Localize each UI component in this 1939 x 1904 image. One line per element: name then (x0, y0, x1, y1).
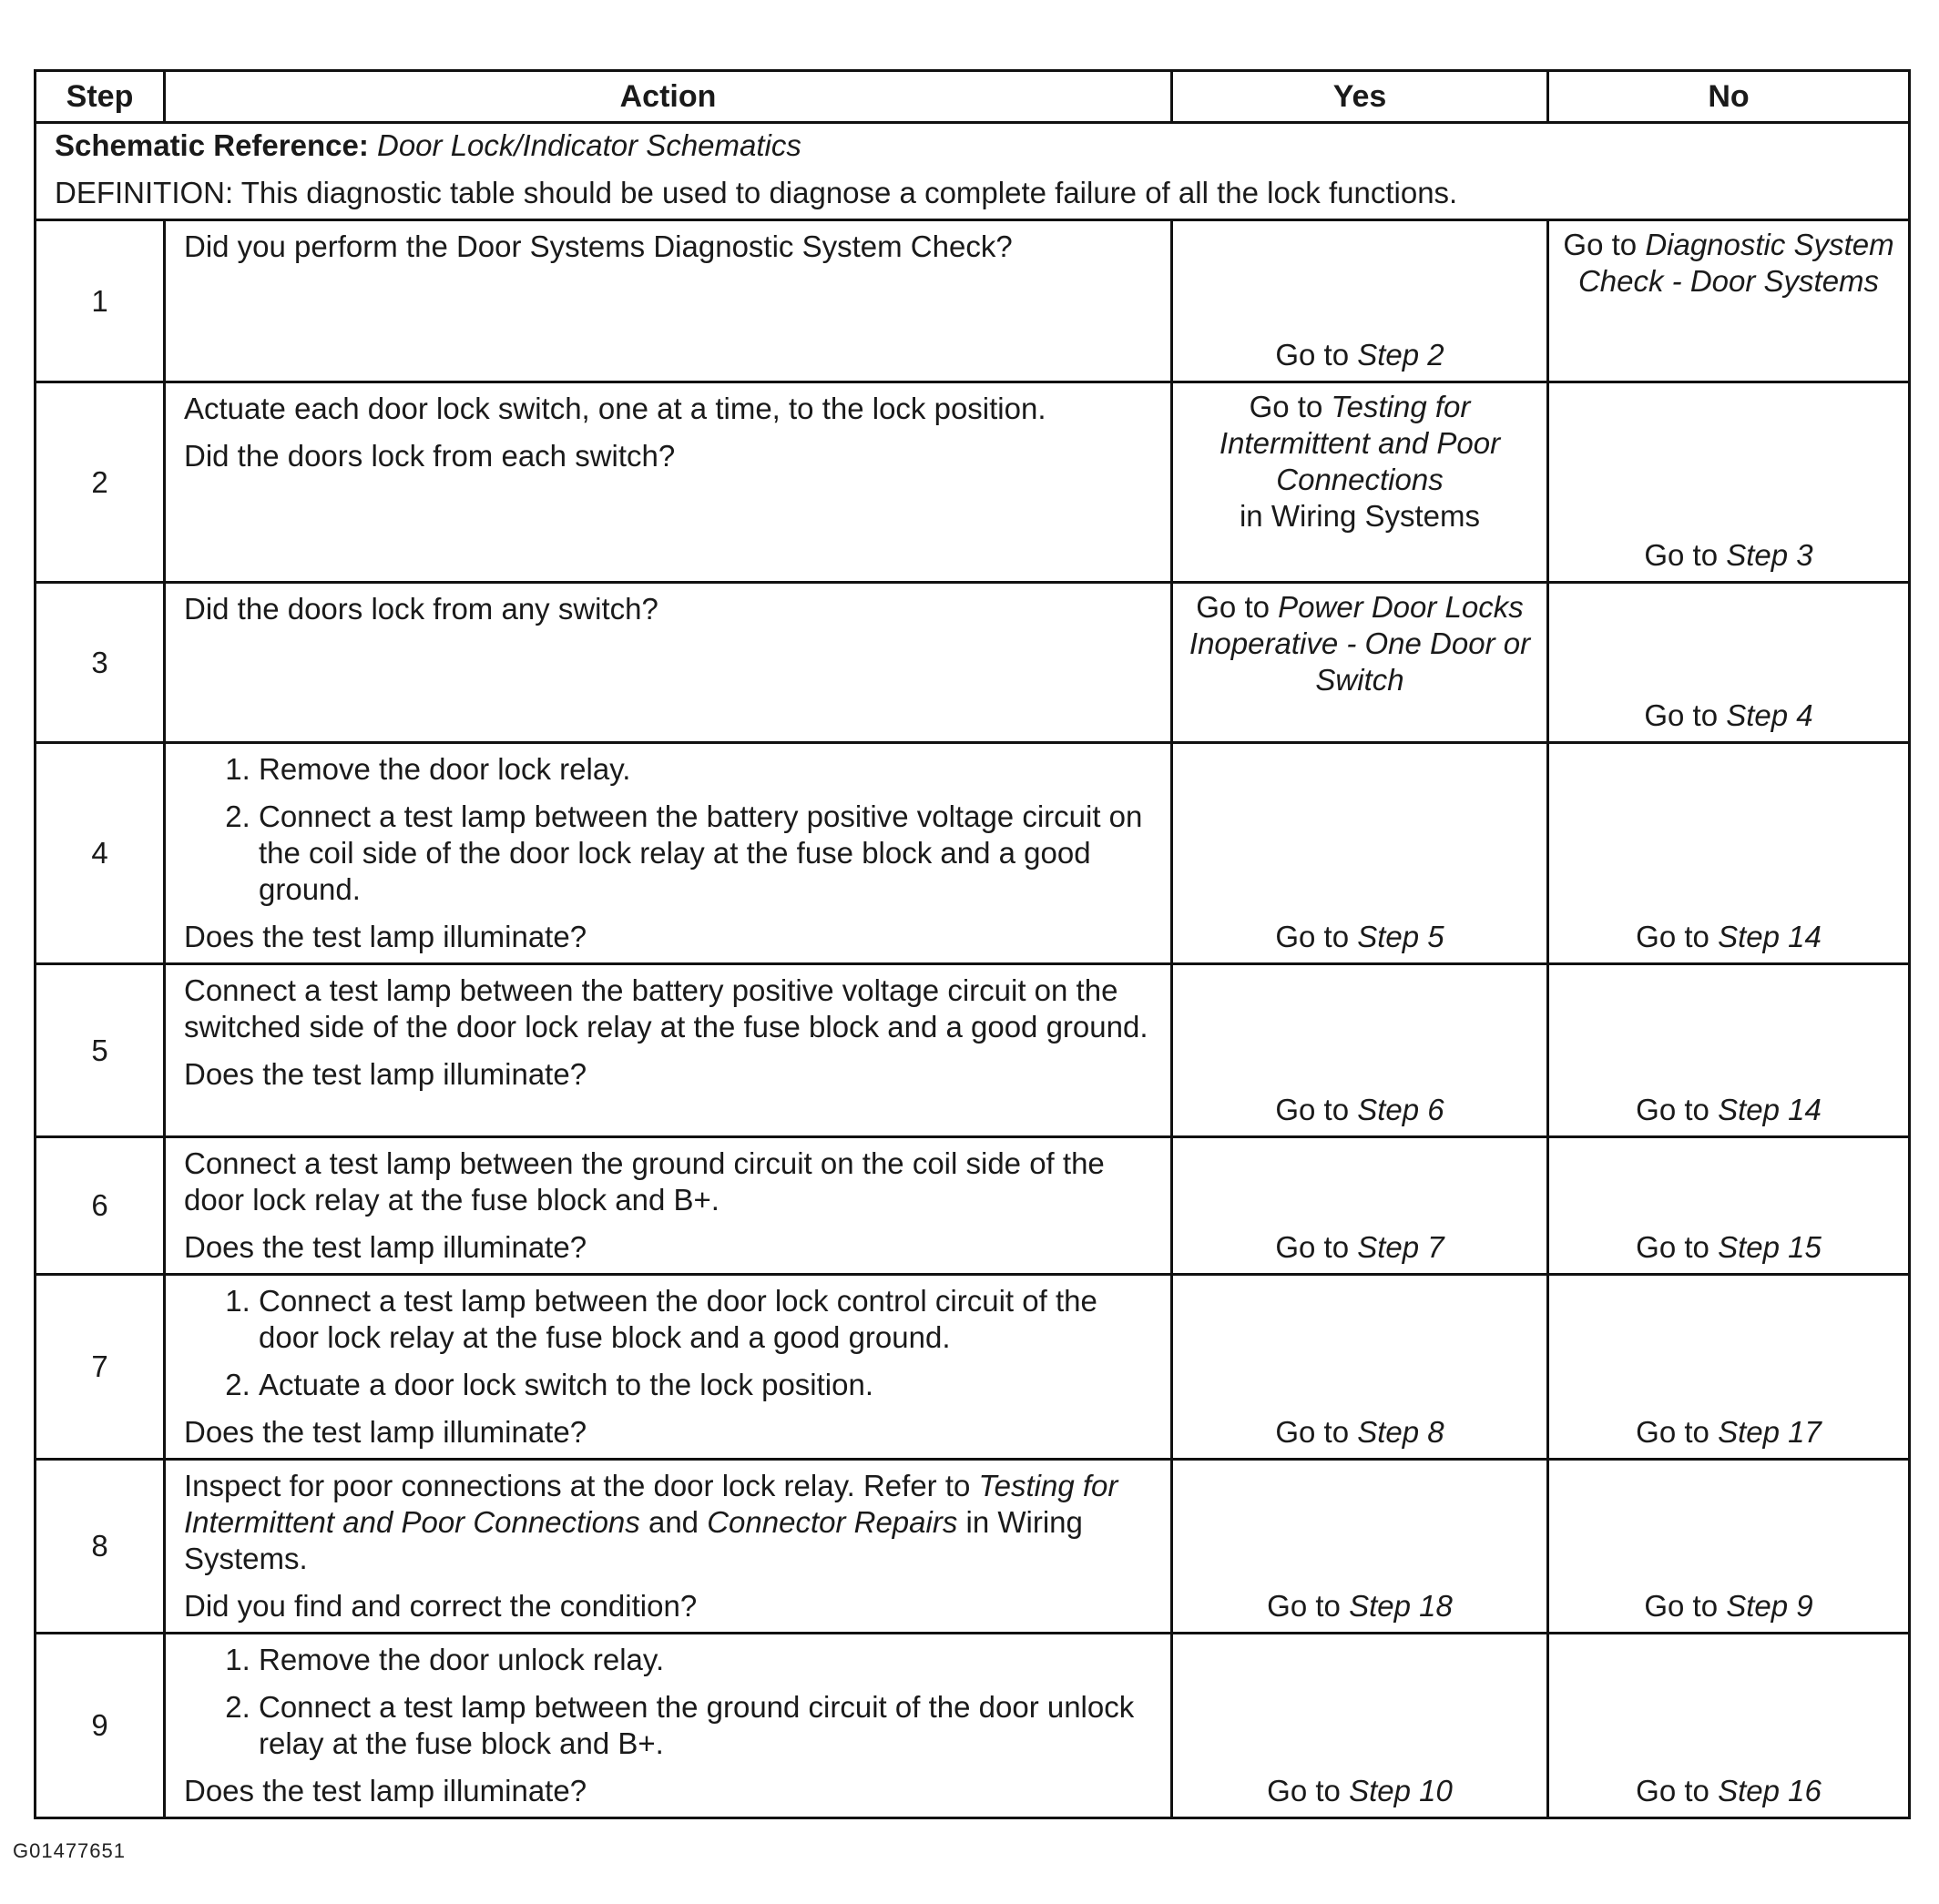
table-row (36, 583, 1910, 743)
yes-cell (1172, 964, 1548, 1137)
step-number: 6 (36, 1137, 165, 1275)
no-link[interactable]: Step 14 (1718, 920, 1822, 953)
yes-link[interactable]: Step 18 (1349, 1589, 1453, 1623)
no-cell (1548, 964, 1910, 1137)
action-text: Connect a test lamp between the ground circuit on the coil side of the door lock relay at the fuse block and B+. (184, 1146, 1105, 1217)
action-cell (165, 964, 1172, 1137)
schematic-reference-link[interactable]: Door Lock/Indicator Schematics (377, 128, 801, 162)
action-cell (165, 220, 1172, 382)
yes-prefix: Go to (1275, 920, 1358, 953)
schematic-reference (55, 127, 1890, 164)
action-question: Does the test lamp illuminate? (184, 1057, 587, 1091)
yes-link[interactable]: Step 5 (1357, 920, 1444, 953)
header-step: Step (36, 71, 165, 123)
no-cell (1548, 1137, 1910, 1275)
action-text-part: Inspect for poor connections at the door lock relay. Refer to (184, 1469, 979, 1502)
action-question: Did the doors lock from any switch? (184, 592, 658, 626)
action-cell (165, 1460, 1172, 1634)
no-prefix: Go to (1636, 1774, 1719, 1807)
yes-cell (1172, 220, 1548, 382)
no-link[interactable]: Step 16 (1718, 1774, 1822, 1807)
yes-link[interactable]: Power Door Locks Inoperative - One Door or Switch (1189, 590, 1531, 697)
action-step-item: 1. Remove the door unlock relay. (259, 1642, 1159, 1678)
reference-row (36, 123, 1910, 220)
yes-link[interactable]: Testing for Intermittent and Poor Connections (1219, 390, 1501, 496)
figure-id: G01477651 (13, 1839, 126, 1862)
step-number: 1 (36, 220, 165, 382)
action-cell (165, 1634, 1172, 1818)
action-steps-list (184, 1283, 1159, 1403)
no-link[interactable]: Step 14 (1718, 1093, 1822, 1126)
action-steps-list (184, 1642, 1159, 1762)
header-no: No (1548, 71, 1910, 123)
no-link[interactable]: Step 3 (1726, 538, 1813, 572)
action-cell (165, 743, 1172, 964)
yes-link[interactable]: Step 2 (1357, 338, 1444, 372)
table-row (36, 382, 1910, 583)
no-prefix: Go to (1636, 1093, 1719, 1126)
no-prefix: Go to (1636, 920, 1719, 953)
no-prefix: Go to (1563, 228, 1646, 261)
no-link[interactable]: Step 9 (1726, 1589, 1813, 1623)
step-number: 2 (36, 382, 165, 583)
schematic-reference-label: Schematic Reference: (55, 128, 369, 162)
action-cell (165, 382, 1172, 583)
action-step-item: 1. Connect a test lamp between the door lock control circuit of the door lock relay at the fuse block and a good ground. (259, 1283, 1159, 1356)
no-cell (1548, 583, 1910, 743)
action-text-part: in Wiring Systems. (184, 1505, 1083, 1575)
table-header-row (36, 71, 1910, 123)
yes-prefix: Go to (1275, 1230, 1358, 1264)
action-question: Does the test lamp illuminate? (184, 1774, 587, 1807)
no-cell (1548, 1460, 1910, 1634)
yes-cell (1172, 1634, 1548, 1818)
action-text: Actuate each door lock switch, one at a time, to the lock position. (184, 392, 1046, 425)
action-question: Did you find and correct the condition? (184, 1589, 698, 1623)
no-prefix: Go to (1644, 698, 1727, 732)
yes-cell (1172, 382, 1548, 583)
yes-prefix: Go to (1275, 1415, 1358, 1449)
no-link[interactable]: Step 17 (1718, 1415, 1822, 1449)
table-row (36, 1460, 1910, 1634)
table-row (36, 1634, 1910, 1818)
action-text (184, 1468, 1159, 1577)
table-row (36, 1137, 1910, 1275)
step-number: 8 (36, 1460, 165, 1634)
no-cell (1548, 220, 1910, 382)
no-cell (1548, 382, 1910, 583)
yes-cell (1172, 743, 1548, 964)
no-cell (1548, 743, 1910, 964)
no-prefix: Go to (1636, 1230, 1719, 1264)
step-number: 3 (36, 583, 165, 743)
diagnostic-table (34, 69, 1911, 1819)
no-link[interactable]: Diagnostic System Check - Door Systems (1577, 228, 1894, 298)
yes-prefix: Go to (1275, 1093, 1358, 1126)
definition-text: DEFINITION: This diagnostic table should be used to diagnose a complete failure of all the lock functions. (55, 176, 1458, 209)
action-cell (165, 583, 1172, 743)
yes-cell (1172, 1460, 1548, 1634)
yes-cell (1172, 1275, 1548, 1460)
connector-repairs-link[interactable]: Connector Repairs (707, 1505, 958, 1539)
yes-prefix: Go to (1267, 1589, 1350, 1623)
action-text: Did you perform the Door Systems Diagnostic System Check? (184, 229, 1013, 263)
yes-link[interactable]: Step 8 (1357, 1415, 1444, 1449)
yes-prefix: Go to (1196, 590, 1279, 624)
action-question: Does the test lamp illuminate? (184, 1230, 587, 1264)
table-row (36, 220, 1910, 382)
yes-link[interactable]: Step 7 (1357, 1230, 1444, 1264)
yes-prefix: Go to (1267, 1774, 1350, 1807)
action-step-item: 2. Connect a test lamp between the ground circuit of the door unlock relay at the fuse block and B+. (259, 1689, 1159, 1762)
step-number: 7 (36, 1275, 165, 1460)
yes-prefix: Go to (1275, 338, 1358, 372)
action-question: Did the doors lock from each switch? (184, 439, 676, 473)
yes-cell (1172, 583, 1548, 743)
action-question: Does the test lamp illuminate? (184, 1415, 587, 1449)
yes-suffix: in Wiring Systems (1239, 499, 1481, 533)
action-text: Connect a test lamp between the battery positive voltage circuit on the switched side of the door lock relay at the fuse block and a good ground. (184, 973, 1148, 1044)
step-number: 5 (36, 964, 165, 1137)
step-number: 9 (36, 1634, 165, 1818)
action-question: Does the test lamp illuminate? (184, 920, 587, 953)
action-step-item: 2. Connect a test lamp between the battery positive voltage circuit on the coil side of the door lock relay at the fuse block and a good ground. (259, 799, 1159, 908)
table-row (36, 743, 1910, 964)
yes-cell (1172, 1137, 1548, 1275)
yes-link[interactable]: Step 6 (1357, 1093, 1444, 1126)
action-steps-list (184, 751, 1159, 908)
no-link[interactable]: Step 15 (1718, 1230, 1822, 1264)
no-cell (1548, 1634, 1910, 1818)
no-prefix: Go to (1644, 1589, 1727, 1623)
yes-prefix: Go to (1249, 390, 1332, 423)
no-prefix: Go to (1636, 1415, 1719, 1449)
action-step-item: 2. Actuate a door lock switch to the lock position. (259, 1367, 1159, 1403)
testing-intermittent-link[interactable]: Testing for Intermittent and Poor Connections (184, 1469, 1118, 1539)
action-text-part: and (639, 1505, 708, 1539)
yes-link[interactable]: Step 10 (1349, 1774, 1453, 1807)
action-step-item: 1. Remove the door lock relay. (259, 751, 1159, 788)
step-number: 4 (36, 743, 165, 964)
no-prefix: Go to (1644, 538, 1727, 572)
action-cell (165, 1137, 1172, 1275)
table-row (36, 1275, 1910, 1460)
no-cell (1548, 1275, 1910, 1460)
reference-cell (36, 123, 1910, 220)
action-cell (165, 1275, 1172, 1460)
header-yes: Yes (1172, 71, 1548, 123)
header-action: Action (165, 71, 1172, 123)
no-link[interactable]: Step 4 (1726, 698, 1813, 732)
table-row (36, 964, 1910, 1137)
